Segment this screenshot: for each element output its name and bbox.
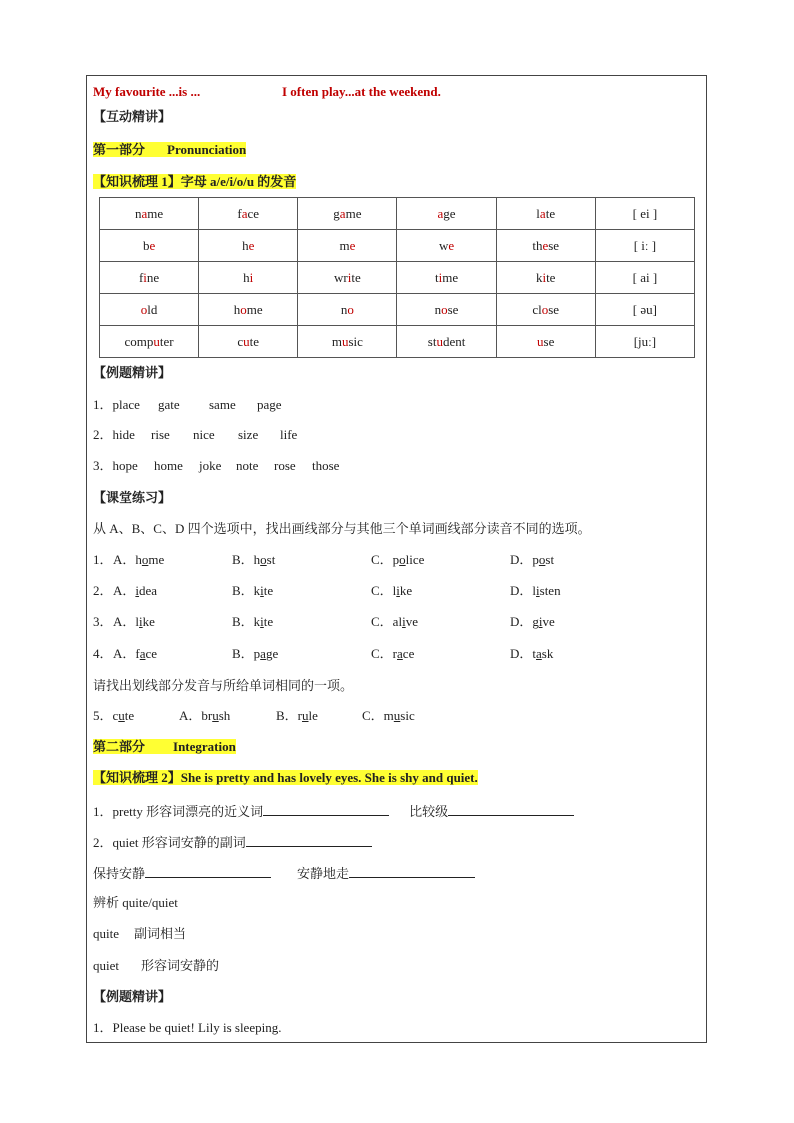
question-number: 2． bbox=[93, 583, 113, 598]
header-phrase-1: My favourite ...is ... bbox=[93, 84, 201, 99]
vocab-line-2 bbox=[93, 832, 372, 852]
part2-heading bbox=[93, 738, 236, 756]
word-cell bbox=[199, 198, 298, 230]
word-cell bbox=[397, 198, 496, 230]
word-part: a bbox=[141, 205, 148, 221]
word-cell bbox=[397, 294, 496, 326]
option-part: i bbox=[260, 583, 264, 598]
answer-blank[interactable] bbox=[145, 863, 271, 878]
option-part: ge bbox=[265, 646, 279, 661]
word-part: ter bbox=[159, 333, 174, 349]
option-part: C．al bbox=[371, 614, 403, 629]
option-part: i bbox=[538, 614, 543, 629]
word-part: w bbox=[438, 237, 449, 253]
answer-blank[interactable] bbox=[349, 863, 475, 878]
practice-instruction-2: 请找出划线部分发音与所给单词相同的一项。 bbox=[93, 678, 354, 693]
example1-line-2 bbox=[93, 426, 297, 444]
word-part: comp bbox=[124, 333, 154, 349]
word: rise bbox=[151, 427, 170, 442]
option-part: D．t bbox=[510, 646, 537, 661]
option-c[interactable] bbox=[371, 582, 510, 600]
option-part: D．l bbox=[510, 583, 537, 598]
option-part: st bbox=[545, 552, 555, 567]
word-part: te bbox=[249, 333, 260, 349]
word-part: te bbox=[546, 269, 556, 285]
word-part: e bbox=[542, 237, 549, 253]
word: rose bbox=[274, 458, 296, 473]
word-part: n bbox=[434, 301, 442, 317]
word-part: i bbox=[143, 269, 147, 285]
option-part: u bbox=[212, 708, 219, 723]
word-part: te bbox=[351, 269, 361, 285]
option-part: a bbox=[260, 646, 266, 661]
option-part: sic bbox=[400, 708, 415, 723]
option-d[interactable] bbox=[510, 582, 561, 600]
word-part: h bbox=[233, 301, 241, 317]
part1-title: 第一部分 bbox=[93, 142, 146, 157]
option-part: te bbox=[263, 614, 274, 629]
vocab-walk-quietly-label: 安静地走 bbox=[297, 866, 350, 881]
vocab-comparative-label: 比较级 bbox=[409, 804, 449, 819]
word-part: h bbox=[242, 237, 249, 253]
q5-stem-prefix: 5．c bbox=[93, 708, 119, 723]
question-4 bbox=[93, 645, 553, 663]
option-part: A．f bbox=[113, 646, 140, 661]
word-part: b bbox=[142, 237, 150, 253]
kp1-heading bbox=[93, 173, 296, 191]
option-part: B．p bbox=[232, 646, 261, 661]
word-part: o bbox=[140, 301, 148, 317]
vocab-line-3 bbox=[93, 863, 475, 883]
word-cell bbox=[397, 262, 496, 294]
word-part: a bbox=[539, 205, 546, 221]
option-part: st bbox=[266, 552, 276, 567]
option-part: C．p bbox=[371, 552, 400, 567]
word-part: h bbox=[243, 269, 250, 285]
question-number: 1． bbox=[93, 552, 113, 567]
word-part: dent bbox=[442, 333, 466, 349]
word-part: t bbox=[434, 269, 439, 285]
question-3 bbox=[93, 613, 555, 631]
word-part: o bbox=[347, 301, 354, 317]
option-part: ke bbox=[399, 583, 413, 598]
pronunciation-table bbox=[99, 197, 695, 358]
option-a[interactable] bbox=[113, 551, 232, 569]
word-cell bbox=[100, 294, 199, 326]
header-phrase-2: I often play...at the weekend. bbox=[282, 84, 441, 99]
phonetic-cell bbox=[595, 262, 694, 294]
word-part: m bbox=[339, 237, 350, 253]
vocab-keep-quiet-label: 保持安静 bbox=[93, 866, 146, 881]
option-part: B．k bbox=[232, 614, 261, 629]
word: gate bbox=[158, 397, 180, 412]
option-part: u bbox=[302, 708, 309, 723]
word: 2．hide bbox=[93, 427, 135, 442]
word: nice bbox=[193, 427, 215, 442]
table-row bbox=[100, 326, 695, 358]
word-part: i bbox=[438, 269, 443, 285]
word-cell bbox=[199, 294, 298, 326]
option-a[interactable] bbox=[113, 582, 232, 600]
word-part: [ əu] bbox=[632, 301, 657, 317]
practice-instruction: 从 A、B、C、D 四个选项中，找出画线部分与其他三个单词画线部分读音不同的选项。 bbox=[93, 521, 591, 536]
option-part: le bbox=[308, 708, 318, 723]
phonetic-cell bbox=[595, 230, 694, 262]
option-part: i bbox=[260, 614, 264, 629]
example2-line-1: 1．Please be quiet! Lily is sleeping. bbox=[93, 1020, 282, 1035]
word: page bbox=[257, 397, 282, 412]
word-cell bbox=[496, 294, 595, 326]
word-part: i bbox=[347, 269, 352, 285]
option-part: B．r bbox=[276, 708, 303, 723]
option-b[interactable] bbox=[232, 613, 371, 631]
option-part: sten bbox=[539, 583, 561, 598]
option-b[interactable] bbox=[232, 645, 371, 663]
word-part: se bbox=[548, 301, 560, 317]
kp1-title: 【知识梳理 1】字母 a/e/i/o/u 的发音 bbox=[93, 174, 297, 189]
question-2 bbox=[93, 582, 561, 600]
vocab-pretty-label: 1．pretty 形容词漂亮的近义词 bbox=[93, 804, 264, 819]
option-part: D．p bbox=[510, 552, 539, 567]
option-c[interactable] bbox=[371, 645, 510, 663]
option-part: me bbox=[148, 552, 165, 567]
word-part: u bbox=[537, 333, 544, 349]
kp2-heading bbox=[93, 769, 478, 787]
option-c[interactable] bbox=[371, 551, 510, 569]
vocab-line-4: 辨析 quite/quiet bbox=[93, 895, 178, 910]
word-part: u bbox=[153, 333, 160, 349]
vocab-quiet-label: 2．quiet 形容词安静的副词 bbox=[93, 835, 246, 850]
word-part: st bbox=[427, 333, 437, 349]
word-part: c bbox=[237, 333, 244, 349]
option-part: C．l bbox=[371, 583, 397, 598]
example1-line-1 bbox=[93, 396, 282, 414]
example1-title: 【例题精讲】 bbox=[93, 365, 172, 380]
vocab-quite-meaning: 副词相当 bbox=[134, 926, 187, 941]
option-c[interactable] bbox=[371, 613, 510, 631]
word-part: me bbox=[345, 205, 362, 221]
section-interactive-title: 【互动精讲】 bbox=[93, 109, 172, 124]
table-row bbox=[100, 294, 695, 326]
vocab-quiet-word: quiet bbox=[93, 958, 119, 973]
word-part: u bbox=[341, 333, 349, 349]
option-d[interactable] bbox=[510, 551, 554, 569]
word-part: e bbox=[349, 237, 356, 253]
option-b[interactable] bbox=[232, 551, 371, 569]
word-part: ce bbox=[247, 205, 260, 221]
word-part: n bbox=[340, 301, 348, 317]
option-part: o bbox=[141, 552, 149, 567]
part2-title: 第二部分 bbox=[93, 739, 146, 754]
word-part: me bbox=[147, 205, 164, 221]
word-cell bbox=[100, 262, 199, 294]
word-cell bbox=[100, 198, 199, 230]
option-part: sh bbox=[218, 708, 231, 723]
word-cell bbox=[298, 198, 397, 230]
word-part: i bbox=[542, 269, 547, 285]
option-part: C．r bbox=[371, 646, 398, 661]
word-cell bbox=[298, 230, 397, 262]
phonetic-cell bbox=[595, 326, 694, 358]
word-cell bbox=[100, 326, 199, 358]
option-part: B．h bbox=[232, 552, 261, 567]
option-c[interactable] bbox=[362, 707, 415, 725]
word-part: se bbox=[548, 237, 560, 253]
part2-name: Integration bbox=[173, 739, 236, 754]
word-part: sic bbox=[348, 333, 363, 349]
option-part: u bbox=[393, 708, 401, 723]
word-cell bbox=[298, 262, 397, 294]
option-part: A．l bbox=[113, 614, 140, 629]
word: life bbox=[280, 427, 298, 442]
word-part: g bbox=[333, 205, 340, 221]
option-part: ke bbox=[142, 614, 155, 629]
word-cell bbox=[298, 294, 397, 326]
word-part: e bbox=[448, 237, 455, 253]
word-part: o bbox=[240, 301, 247, 317]
word-part: l bbox=[536, 205, 540, 221]
word-part: m bbox=[331, 333, 342, 349]
answer-blank[interactable] bbox=[246, 832, 372, 847]
word-part: ne bbox=[146, 269, 160, 285]
option-part: i bbox=[402, 614, 406, 629]
word-cell bbox=[199, 230, 298, 262]
answer-blank[interactable] bbox=[448, 801, 574, 816]
word: those bbox=[312, 458, 340, 473]
word-part: [ ei ] bbox=[632, 205, 658, 221]
vocab-line-6 bbox=[93, 957, 219, 975]
option-a[interactable] bbox=[179, 707, 276, 725]
option-part: o bbox=[399, 552, 406, 567]
practice-title: 【课堂练习】 bbox=[93, 490, 172, 505]
question-number: 4． bbox=[93, 646, 113, 661]
example1-line-3 bbox=[93, 457, 339, 475]
example2-title: 【例题精讲】 bbox=[93, 989, 172, 1004]
option-part: o bbox=[538, 552, 546, 567]
word-part: wr bbox=[334, 269, 348, 285]
word-part: o bbox=[541, 301, 549, 317]
option-b[interactable] bbox=[276, 707, 362, 725]
question-5 bbox=[93, 707, 415, 725]
option-part: ve bbox=[405, 614, 418, 629]
option-part: i bbox=[536, 583, 540, 598]
option-part: ce bbox=[145, 646, 158, 661]
word-cell bbox=[496, 326, 595, 358]
option-part: A．h bbox=[113, 552, 142, 567]
word-cell bbox=[496, 198, 595, 230]
word-part: a bbox=[339, 205, 346, 221]
question-number: 3． bbox=[93, 614, 113, 629]
word: 1．place bbox=[93, 397, 140, 412]
word-part: o bbox=[441, 301, 448, 317]
word-part: [ iː ] bbox=[633, 237, 657, 253]
word-part: cl bbox=[532, 301, 542, 317]
word-part: ld bbox=[147, 301, 158, 317]
option-part: a bbox=[139, 646, 146, 661]
vocab-quiet-meaning: 形容词安静的 bbox=[141, 958, 220, 973]
part1-name: Pronunciation bbox=[167, 142, 247, 157]
word-part: ge bbox=[443, 205, 456, 221]
option-part: o bbox=[260, 552, 267, 567]
option-part: A． bbox=[113, 583, 136, 598]
question-1 bbox=[93, 551, 554, 569]
vocab-quite-word: quite bbox=[93, 926, 119, 941]
word-part: me bbox=[442, 269, 459, 285]
word-cell bbox=[496, 230, 595, 262]
word-part: n bbox=[134, 205, 142, 221]
option-part: i bbox=[135, 583, 140, 598]
option-part: lice bbox=[405, 552, 425, 567]
word-part: a bbox=[437, 205, 444, 221]
option-part: i bbox=[139, 614, 143, 629]
option-part: ve bbox=[542, 614, 555, 629]
word-part: f bbox=[237, 205, 242, 221]
word-part: th bbox=[532, 237, 543, 253]
word-part: [juː] bbox=[633, 333, 657, 349]
word-cell bbox=[298, 326, 397, 358]
table-row bbox=[100, 198, 695, 230]
option-a[interactable] bbox=[113, 613, 232, 631]
option-part: dea bbox=[139, 583, 158, 598]
option-a[interactable] bbox=[113, 645, 232, 663]
option-part: D．g bbox=[510, 614, 539, 629]
word: size bbox=[238, 427, 259, 442]
option-part: ce bbox=[402, 646, 415, 661]
option-part: B．k bbox=[232, 583, 261, 598]
word-part: u bbox=[436, 333, 443, 349]
word: 3．hope bbox=[93, 458, 138, 473]
word-part: se bbox=[447, 301, 459, 317]
word-part: e bbox=[149, 237, 156, 253]
word-cell bbox=[496, 262, 595, 294]
phonetic-cell bbox=[595, 198, 694, 230]
word-part: f bbox=[138, 269, 144, 285]
q5-stem-underlined: u bbox=[118, 708, 125, 723]
option-part: A．br bbox=[179, 708, 213, 723]
word-cell bbox=[199, 326, 298, 358]
option-part: te bbox=[263, 583, 274, 598]
table-row bbox=[100, 262, 695, 294]
word-part: e bbox=[248, 237, 255, 253]
word-part: se bbox=[543, 333, 555, 349]
option-part: a bbox=[397, 646, 403, 661]
word: home bbox=[154, 458, 183, 473]
word: same bbox=[209, 397, 236, 412]
word-part: [ ai ] bbox=[632, 269, 658, 285]
table-row bbox=[100, 230, 695, 262]
option-part: C．m bbox=[362, 708, 394, 723]
kp2-title: 【知识梳理 2】She is pretty and has lovely eyes. She is shy and quiet. bbox=[93, 770, 478, 785]
phonetic-cell bbox=[595, 294, 694, 326]
option-part: i bbox=[396, 583, 400, 598]
word-part: me bbox=[246, 301, 263, 317]
vocab-line-5 bbox=[93, 925, 186, 943]
word-cell bbox=[199, 262, 298, 294]
part1-heading bbox=[93, 141, 246, 159]
option-d[interactable] bbox=[510, 645, 553, 663]
word-cell bbox=[100, 230, 199, 262]
word-part: k bbox=[535, 269, 543, 285]
vocab-line-1 bbox=[93, 801, 574, 821]
word-part: te bbox=[545, 205, 556, 221]
option-part: a bbox=[536, 646, 542, 661]
q5-stem-rest: te bbox=[124, 708, 135, 723]
option-d[interactable] bbox=[510, 613, 555, 631]
option-part: sk bbox=[541, 646, 554, 661]
word: note bbox=[236, 458, 259, 473]
answer-blank[interactable] bbox=[263, 801, 389, 816]
word-cell bbox=[397, 326, 496, 358]
word-cell bbox=[397, 230, 496, 262]
word-part: u bbox=[243, 333, 250, 349]
word: joke bbox=[199, 458, 222, 473]
word-part: a bbox=[241, 205, 248, 221]
word-part: i bbox=[249, 269, 254, 285]
option-b[interactable] bbox=[232, 582, 371, 600]
